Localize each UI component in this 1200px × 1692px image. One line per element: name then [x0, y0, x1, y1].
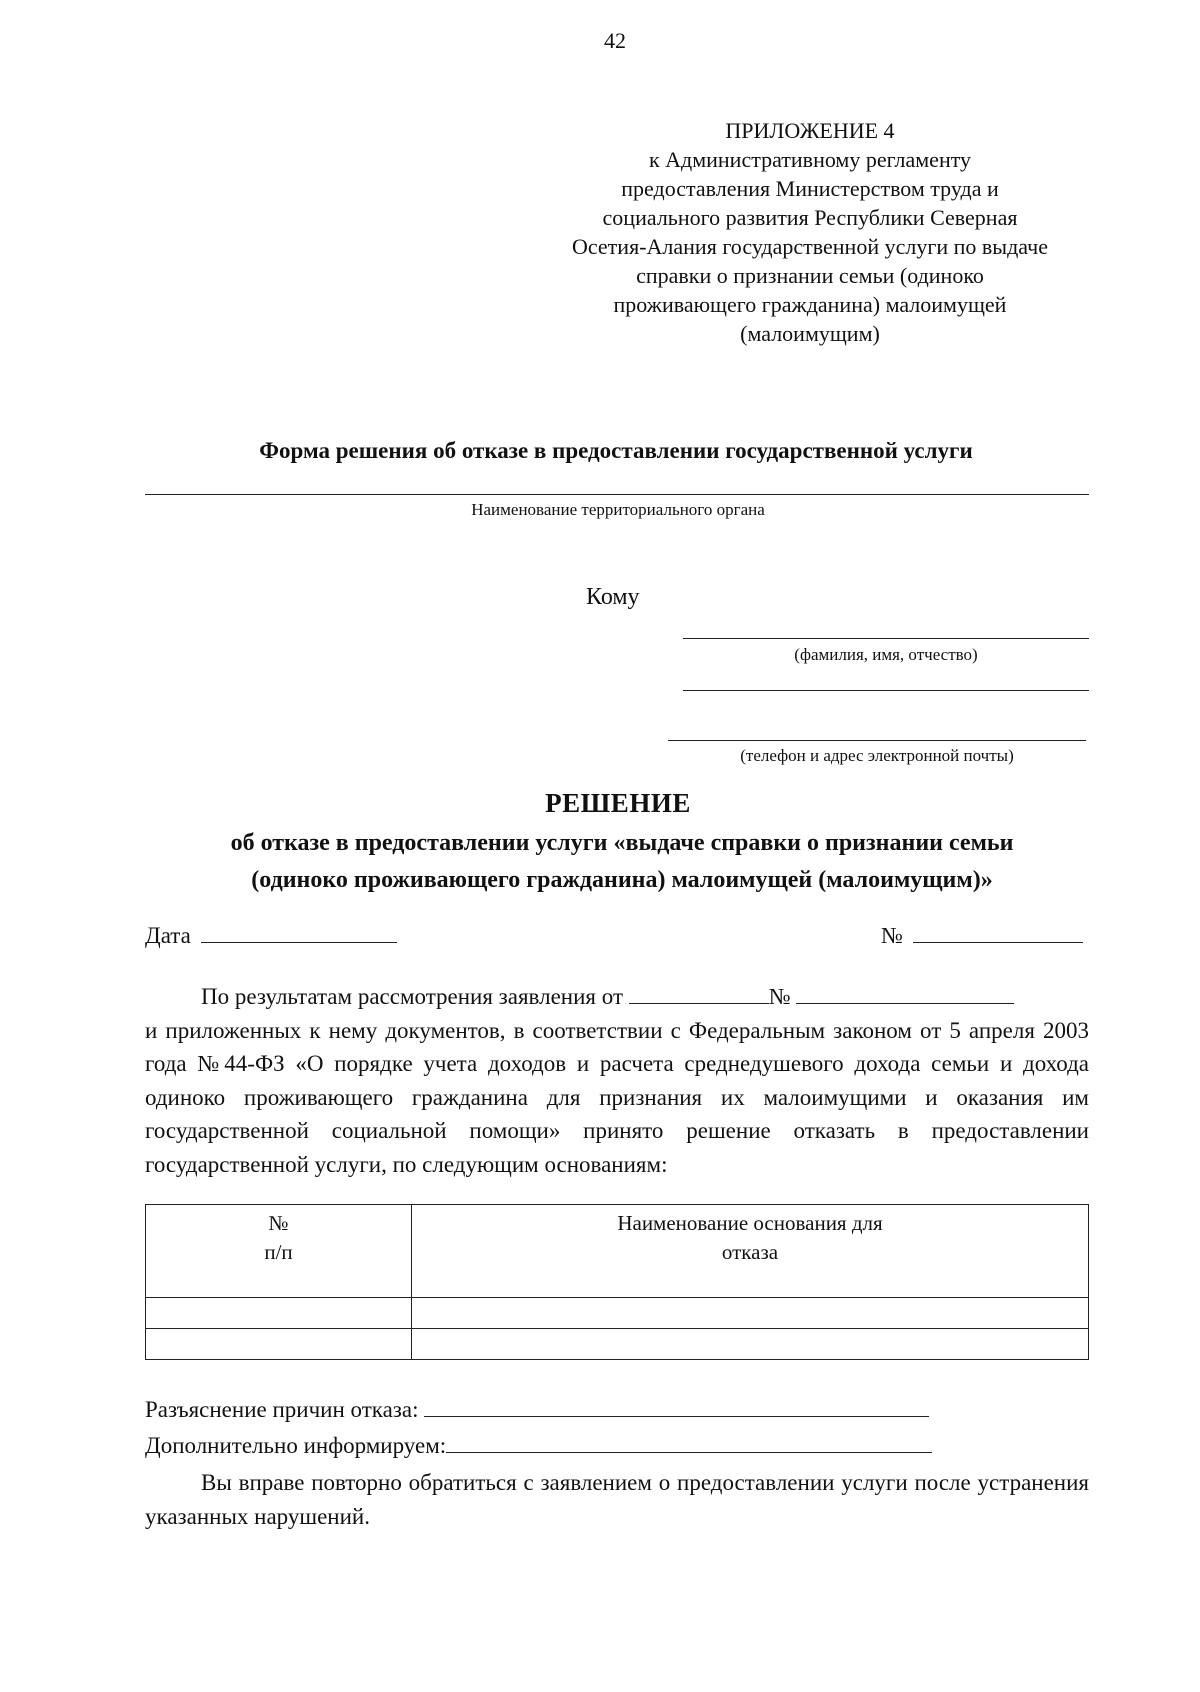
decision-subtitle: [140, 825, 1104, 899]
organ-name-line: [145, 494, 1089, 495]
appendix-line: предоставления Министерством труда и: [621, 176, 999, 201]
body-part2: №: [768, 984, 791, 1009]
header-cell-reason: [412, 1205, 1089, 1298]
final-text: Вы вправе повторно обратиться с заявлением о предоставлении услуги после устранения указанных нарушений.: [145, 1470, 1089, 1529]
recipient-label: Кому: [586, 584, 640, 610]
table-cell: [146, 1329, 412, 1360]
explanation-label: Разъяснение причин отказа:: [145, 1397, 419, 1422]
fio-line: [683, 638, 1089, 639]
appendix-line: к Административному регламенту: [648, 147, 972, 172]
appendix-header: [538, 116, 1082, 348]
appendix-line: проживающего гражданина) малоимущей: [613, 292, 1007, 317]
reasons-table: [145, 1204, 1089, 1360]
number-blank: [913, 922, 1083, 943]
appendix-line: (малоимущим): [740, 321, 880, 346]
header-number-line: №: [268, 1211, 289, 1235]
decision-subtitle-line: об отказе в предоставлении услуги «выдаче справки о признании семьи: [230, 830, 1014, 856]
appendix-line: Осетия-Алания государственной услуги по выдаче: [572, 234, 1048, 259]
table-header-row: [146, 1205, 1089, 1298]
additional-label: Дополнительно информируем:: [145, 1433, 447, 1458]
form-title: Форма решения об отказе в предоставлении государственной услуги: [259, 438, 973, 463]
date-label: Дата: [145, 923, 191, 948]
header-cell-number: [146, 1205, 412, 1298]
number-field: [881, 922, 1083, 949]
decision-subtitle-line: (одиноко проживающего гражданина) малоимущей (малоимущим)»: [251, 867, 993, 893]
body-text: [145, 980, 1089, 1181]
body-rest: и приложенных к нему документов, в соответствии с Федеральным законом от 5 апреля 2003 года №44-ФЗ «О порядке учета доходов и расчета среднедушевого дохода семьи и дохода одиноко проживающего гражданина для признания их малоимущими и оказания им государственной социальной помощи» принято решение отказать в предоставлении государственной услуги, по следующим основаниям:: [145, 1017, 1089, 1177]
decision-title: РЕШЕНИЕ: [545, 788, 691, 818]
contact-caption: (телефон и адрес электронной почты): [740, 746, 1014, 765]
table-row: [146, 1298, 1089, 1329]
table-row: [146, 1329, 1089, 1360]
header-number-line: п/п: [264, 1240, 293, 1264]
application-number-blank: [796, 983, 1014, 1004]
contact-line: [668, 740, 1086, 741]
number-label: №: [881, 923, 903, 948]
table-cell: [146, 1298, 412, 1329]
table-cell: [412, 1329, 1089, 1360]
fio-line-2: [683, 690, 1089, 691]
appendix-line: социального развития Республики Северная: [602, 205, 1018, 230]
fio-caption: (фамилия, имя, отчество): [794, 645, 978, 664]
header-reason-line: отказа: [721, 1240, 779, 1264]
page-number: 42: [604, 28, 626, 53]
date-field: [145, 922, 397, 949]
final-text-block: [145, 1466, 1089, 1534]
table-cell: [412, 1298, 1089, 1329]
appendix-line: справки о признании семьи (одиноко: [636, 263, 984, 288]
appendix-line: ПРИЛОЖЕНИЕ 4: [725, 118, 895, 143]
organ-caption: Наименование территориального органа: [471, 500, 765, 519]
date-blank: [201, 922, 397, 943]
body-part1: По результатам рассмотрения заявления от: [201, 984, 623, 1009]
application-date-blank: [629, 983, 769, 1004]
explanation-blank: [424, 1396, 929, 1417]
additional-blank: [446, 1432, 932, 1453]
explanation-block: [145, 1392, 932, 1464]
header-reason-line: Наименование основания для: [617, 1211, 883, 1235]
